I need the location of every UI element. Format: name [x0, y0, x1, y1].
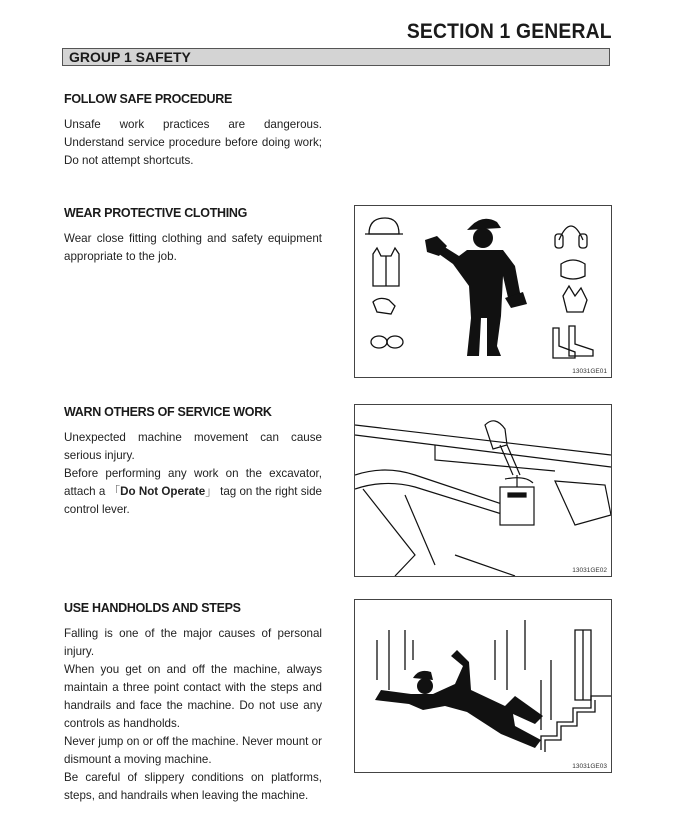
protective-clothing-illustration: [355, 206, 611, 377]
paragraph-text: Wear close fitting clothing and safety equipment appropriate to the job.: [64, 232, 322, 263]
paragraph-text: Unexpected machine movement can cause serious injury.: [64, 431, 322, 462]
figure-code: 13031GE03: [572, 763, 607, 770]
heading-wear-protective-clothing: WEAR PROTECTIVE CLOTHING: [64, 206, 248, 220]
goggles-icon: [371, 336, 387, 348]
paragraph-text-tag: [64, 465, 322, 519]
glove-icon: [373, 298, 395, 314]
falling-worker-icon: [375, 650, 543, 748]
paragraph-follow-safe-procedure: [64, 116, 322, 170]
heading-follow-safe-procedure: FOLLOW SAFE PROCEDURE: [64, 92, 233, 106]
figure-do-not-operate-tag: [354, 404, 612, 577]
seat-edge: [555, 481, 611, 525]
figure-protective-clothing: [354, 205, 612, 378]
falling-person-illustration: [355, 600, 611, 772]
paragraph-text: Be careful of slippery conditions on platforms, steps, and handrails when leaving the machine.: [64, 771, 322, 802]
group-title: GROUP 1 SAFETY: [69, 49, 191, 65]
group-title-bar: [62, 48, 610, 66]
paragraph-text: When you get on and off the machine, always maintain a three point contact with the steps and handrails and face the machine. Do not use any controls as handholds.: [64, 663, 322, 730]
respirator-icon: [561, 260, 585, 279]
paragraph-text: Unsafe work practices are dangerous. Understand service procedure before doing work; Do not attempt shortcuts.: [64, 118, 322, 167]
worker-silhouette-icon: [425, 219, 527, 356]
paragraph-warn-others: [64, 429, 322, 519]
safety-boots-icon: [553, 328, 575, 358]
tag-text-suffix: 」 tag on the right side control lever.: [64, 485, 323, 516]
paragraph-text: Never jump on or off the machine. Never mount or dismount a moving machine.: [64, 735, 322, 766]
figure-falling-person: [354, 599, 612, 773]
section-title: SECTION 1 GENERAL: [407, 20, 612, 43]
paragraph-wear-protective-clothing: [64, 230, 322, 266]
heading-use-handholds: USE HANDHOLDS AND STEPS: [64, 601, 241, 615]
do-not-operate-text: Do Not Operate: [120, 485, 206, 498]
paragraph-use-handholds: [64, 625, 322, 805]
heading-warn-others: WARN OTHERS OF SERVICE WORK: [64, 405, 272, 419]
control-lever-knob: [485, 421, 507, 449]
figure-code: 13031GE01: [572, 368, 607, 375]
control-lever-tag-illustration: [355, 405, 611, 576]
hard-hat-icon: [369, 218, 399, 234]
tag-text-prefix: Before performing any work on the excavator, attach a 「: [64, 467, 322, 498]
paragraph-text: Falling is one of the major causes of personal injury.: [64, 627, 322, 658]
figure-code: 13031GE02: [572, 567, 607, 574]
work-gloves-icon: [563, 286, 587, 312]
